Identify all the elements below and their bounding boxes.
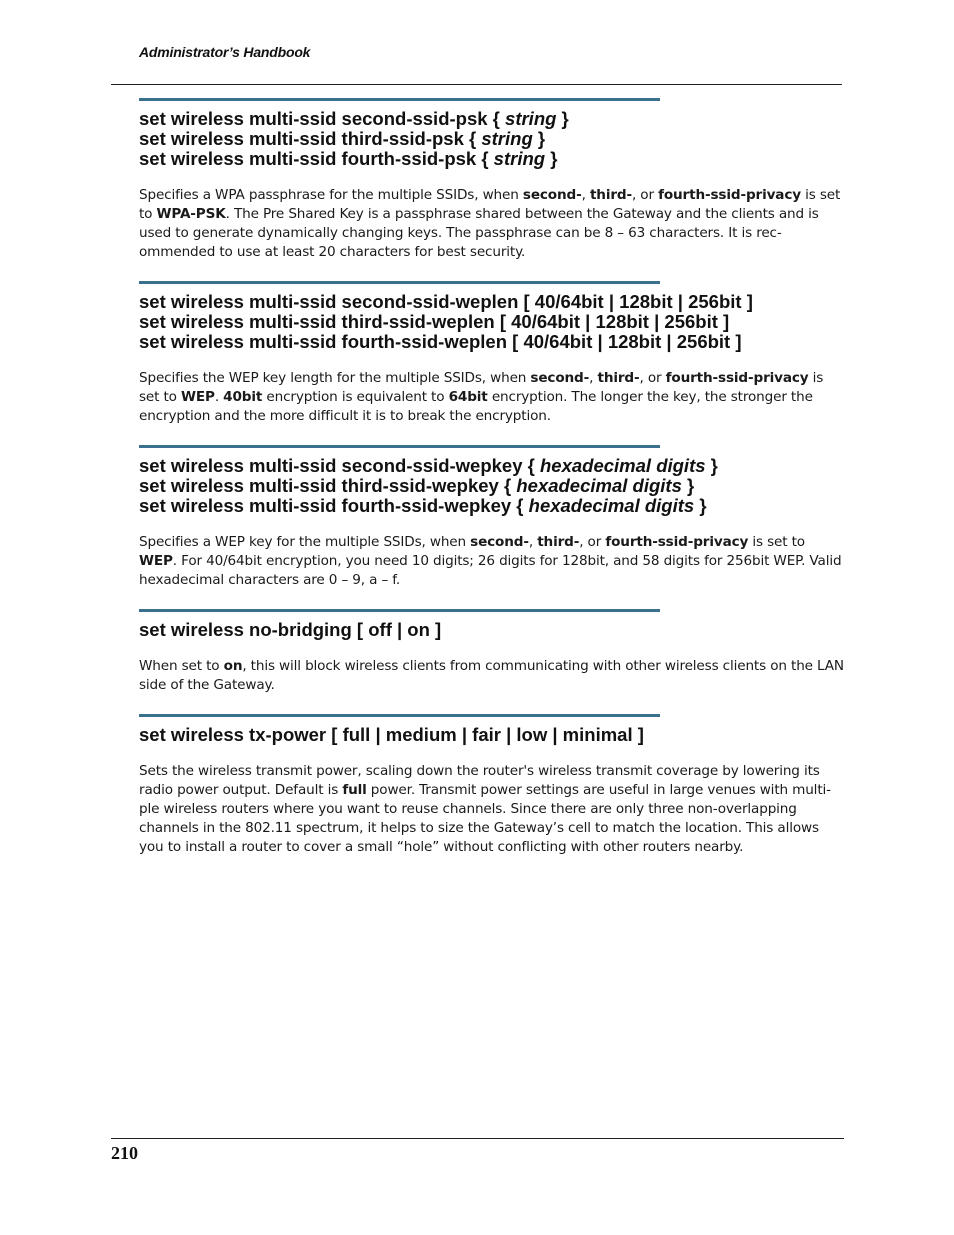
section-ssid-psk <box>139 98 844 262</box>
description-tx-power: Sets the wireless transmit power, scaling down the router's wireless transmit coverage by lowering its radio power output. Default is full power. Transmit power settings are useful in large venues with multi-ple wireless routers where you want to reuse channels. Since there are only three non-overlapping channels in the 802.11 spectrum, it helps to size the Gateway’s cell to match the location. This allows you to install a router to cover a small “hole” without conflicting with other routers nearby. <box>139 763 831 855</box>
command-fourth-ssid-psk: set wireless multi-ssid fourth-ssid-psk { string } <box>139 148 558 169</box>
description-ssid-wepkey: Specifies a WEP key for the multiple SSIDs, when second-, third-, or fourth-ssid-privacy is set to WEP. For 40/64bit encryption, you need 10 digits; 26 digits for 128bit, and 58 digits for 256bit WEP. Valid hexadecimal characters are 0 – 9, a – f. <box>139 534 842 588</box>
command-second-ssid-wepkey: set wireless multi-ssid second-ssid-wepkey { hexadecimal digits } <box>139 455 718 476</box>
section-divider <box>139 281 660 284</box>
command-second-ssid-psk: set wireless multi-ssid second-ssid-psk { string } <box>139 108 569 129</box>
command-third-ssid-weplen: set wireless multi-ssid third-ssid-weplen [ 40/64bit | 128bit | 256bit ] <box>139 311 730 332</box>
section-divider <box>139 714 660 717</box>
command-third-ssid-wepkey: set wireless multi-ssid third-ssid-wepkey { hexadecimal digits } <box>139 475 695 496</box>
page-number: 210 <box>111 1143 138 1163</box>
running-header-title: Administrator’s Handbook <box>139 44 311 60</box>
section-no-bridging <box>139 609 844 695</box>
section-divider <box>139 98 660 101</box>
command-fourth-ssid-wepkey: set wireless multi-ssid fourth-ssid-wepkey { hexadecimal digits } <box>139 495 707 516</box>
description-no-bridging: When set to on, this will block wireless clients from communicating with other wireless clients on the LAN side of the Gateway. <box>139 658 844 693</box>
section-divider <box>139 609 660 612</box>
command-third-ssid-psk: set wireless multi-ssid third-ssid-psk { string } <box>139 128 546 149</box>
footer-divider <box>111 1138 844 1139</box>
section-ssid-weplen <box>139 281 844 426</box>
section-divider <box>139 445 660 448</box>
page-content <box>139 98 844 876</box>
section-ssid-wepkey <box>139 445 844 590</box>
command-no-bridging: set wireless no-bridging [ off | on ] <box>139 619 442 640</box>
command-second-ssid-weplen: set wireless multi-ssid second-ssid-weplen [ 40/64bit | 128bit | 256bit ] <box>139 291 753 312</box>
command-tx-power: set wireless tx-power [ full | medium | fair | low | minimal ] <box>139 724 644 745</box>
description-ssid-weplen: Specifies the WEP key length for the multiple SSIDs, when second-, third-, or fourth-ssid-privacy is set to WEP. 40bit encryption is equivalent to 64bit encryption. The longer the key, the stronger the encryption and the more difficult it is to break the encryption. <box>139 370 824 424</box>
header-divider <box>111 84 842 85</box>
section-tx-power <box>139 714 844 857</box>
description-ssid-psk: Specifies a WPA passphrase for the multiple SSIDs, when second-, third-, or fourth-ssid-privacy is set to WPA-PSK. The Pre Shared Key is a passphrase shared between the Gateway and the clients and is used to generate dynamically changing keys. The passphrase can be 8 – 63 characters. It is rec-ommended to use at least 20 characters for best security. <box>139 187 841 260</box>
command-fourth-ssid-weplen: set wireless multi-ssid fourth-ssid-weplen [ 40/64bit | 128bit | 256bit ] <box>139 331 742 352</box>
